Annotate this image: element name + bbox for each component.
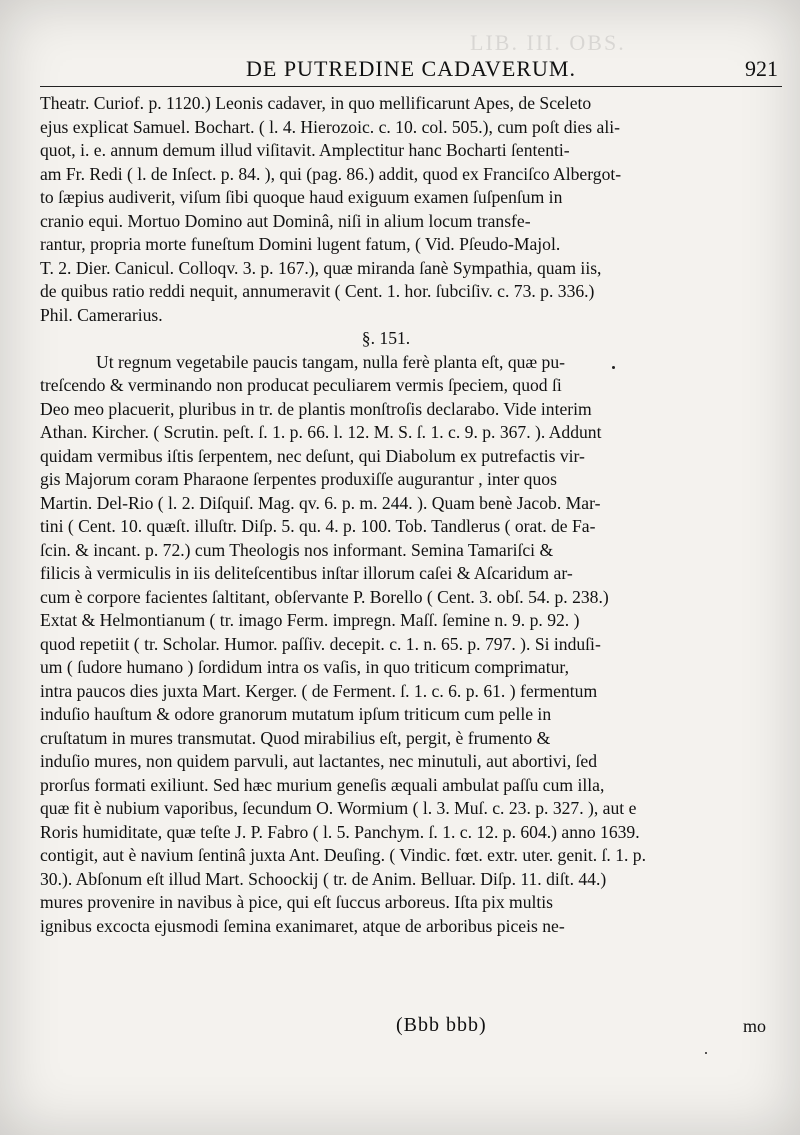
text-line: quot, i. e. annum demum illud viſitavit. Amplectitur hanc Bocharti ſententi- [40,140,570,160]
text-line: Ut regnum vegetabile paucis tangam, nulla ferè planta eſt, quæ pu- [96,351,566,372]
text-line: ignibus excocta ejusmodi ſemina exanimaret, atque de arboribus piceis ne- [40,915,565,936]
scan-speck [705,1052,707,1054]
text-line: quidam vermibus iſtis ſerpentem, nec deſunt, qui Diabolum ex putrefactis vir- [40,445,585,466]
text-line: Martin. Del-Rio ( l. 2. Diſquiſ. Mag. qv. 6. p. m. 244. ). Quam benè Jacob. Mar- [40,492,601,513]
text-line: cranio equi. Mortuo Domino aut Dominâ, niſi in alium locum transfe- [40,210,531,231]
scan-speck [612,366,615,369]
page-number: 921 [745,56,778,81]
text-line: Deo meo placuerit, pluribus in tr. de plantis monſtroſis declarabo. Vide interim [40,398,592,419]
running-head [40,56,782,87]
text-line: prorſus formati exiliunt. Sed hæc murium geneſis æquali ambulat paſſu cum illa, [40,774,605,795]
page-title: DE PUTREDINE CADAVERUM. [246,56,576,81]
text-line: filicis à vermiculis in iis deliteſcentibus inſtar illorum caſei & Aſcaridum ar- [40,563,573,583]
text-line: Extat & Helmontianum ( tr. imago Ferm. impregn. Maſſ. ſemine n. 9. p. 92. ) [40,610,580,630]
text-line: cruſtatum in mures transmutat. Quod mirabilius eſt, pergit, è frumento & [40,727,551,748]
text-line: Theatr. Curiof. p. 1120.) Leonis cadaver, in quo mellificarunt Apes, de Sceleto [40,93,592,113]
text-line: induſio mures, non quidem parvuli, aut lactantes, nec minutuli, aut abortivi, ſed [40,751,598,771]
text-line: cum è corpore facientes ſaltitant, obſervante P. Borello ( Cent. 3. obſ. 54. p. 238.) [40,586,609,607]
signature-mark: (Bbb bbb) [396,1014,487,1036]
section-heading: §. 151. [361,328,411,348]
text-line: to ſæpius audiverit, viſum ſibi quoque haud exiguum examen ſuſpenſum in [40,187,563,207]
text-line: gis Majorum coram Pharaone ſerpentes produxiſſe augurantur , inter quos [40,469,557,489]
text-line: treſcendo & verminando non producat peculiarem vermis ſpeciem, quod ſi [40,375,562,395]
text-line: Phil. Camerarius. [40,304,163,325]
text-line: Roris humiditate, quæ teſte J. P. Fabro ( l. 5. Panchym. ſ. 1. c. 12. p. 604.) anno 1639. [40,821,640,842]
text-line: induſio hauſtum & odore granorum mutatum ipſum triticum cum pelle in [40,704,552,724]
body-text [40,92,792,938]
page-footer [40,1014,792,1044]
text-line: tini ( Cent. 10. quæſt. illuſtr. Diſp. 5. qu. 4. p. 100. Tob. Tandlerus ( orat. de Fa- [40,516,596,536]
text-line: T. 2. Dier. Canicul. Colloqv. 3. p. 167.), quæ miranda ſanè Sympathia, quam iis, [40,257,602,278]
text-line: rantur, propria morte funeſtum Domini lugent fatum, ( Vid. Pſeudo-Majol. [40,234,561,254]
text-line: mures provenire in navibus à pice, qui eſt ſuccus arboreus. Iſta pix multis [40,892,554,912]
text-line: quæ fit è nubium vaporibus, ſecundum O. Wormium ( l. 3. Muſ. c. 23. p. 327. ), aut e [40,798,637,818]
text-line: contigit, aut è navium ſentinâ juxta Ant. Deuſing. ( Vindic. fœt. extr. uter. genit. ſ. 1. p. [40,845,646,865]
text-line: am Fr. Redi ( l. de Inſect. p. 84. ), qui (pag. 86.) addit, quod ex Franciſco Albergot- [40,163,622,184]
text-line: quod repetiit ( tr. Scholar. Humor. paſſiv. decepit. c. 1. n. 65. p. 797. ). Si induſi- [40,633,601,654]
text-line: intra paucos dies juxta Mart. Kerger. ( de Ferment. ſ. 1. c. 6. p. 61. ) fermentum [40,680,598,701]
bleed-through-header: LIB. III. OBS. [470,30,626,55]
text-line: ejus explicat Samuel. Bochart. ( l. 4. Hierozoic. c. 10. col. 505.), cum poſt dies ali- [40,116,620,137]
text-line: um ( ſudore humano ) ſordidum intra os vaſis, in quo triticum comprimatur, [40,657,569,677]
text-line: Athan. Kircher. ( Scrutin. peſt. ſ. 1. p. 66. l. 12. M. S. ſ. 1. c. 9. p. 367. ). Addunt [40,422,602,442]
text-line: ſcin. & incant. p. 72.) cum Theologis nos informant. Semina Tamariſci & [40,539,554,560]
text-line: de quibus ratio reddi nequit, annumeravit ( Cent. 1. hor. ſubciſiv. c. 73. p. 336.) [40,281,595,301]
text-line: 30.). Abſonum eſt illud Mart. Schoockij ( tr. de Anim. Belluar. Diſp. 11. diſt. 44.) [40,868,607,889]
catchword: mo [742,1016,766,1036]
